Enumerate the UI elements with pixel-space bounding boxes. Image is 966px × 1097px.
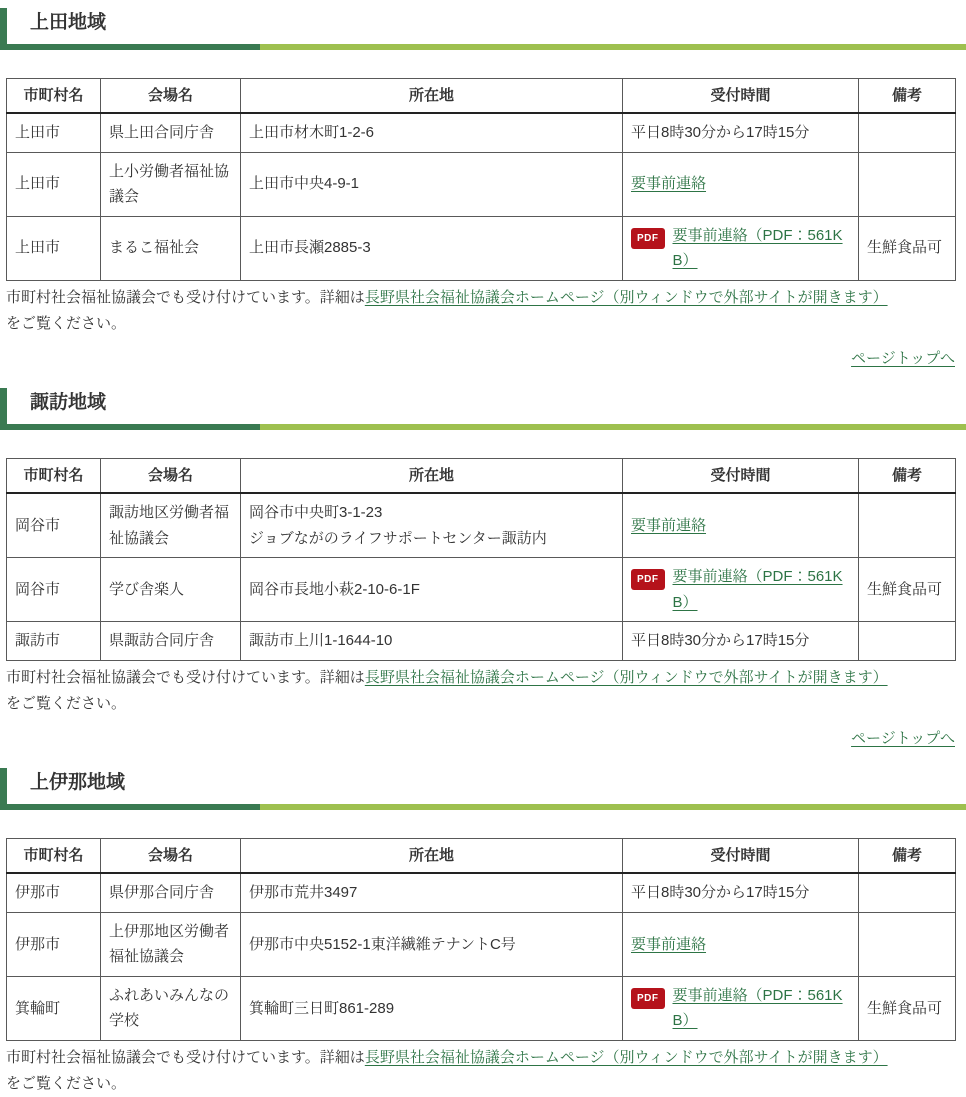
section-heading [0,388,966,430]
pdf-reception-link[interactable]: 要事前連絡（PDF：561KB） [672,226,843,270]
external-site-link[interactable]: 長野県社会福祉協議会ホームページ（別ウィンドウで外部サイトが開きます） [364,288,888,306]
cell-reception [623,493,859,558]
page-top [0,727,955,748]
section-heading [0,8,966,50]
column-header: 受付時間 [623,458,859,493]
column-header: 市町村名 [7,838,101,873]
cell-municipality: 上田市 [7,216,101,280]
column-header: 会場名 [101,458,241,493]
cell-reception [623,622,859,661]
column-header: 備考 [859,78,956,113]
cell-address [241,622,623,661]
cell-venue: 県諏訪合同庁舎 [101,622,241,661]
reception-text: 平日8時30分から17時15分 [631,124,810,142]
table-row [7,622,956,661]
cell-remarks [859,493,956,558]
pdf-reception [631,564,850,615]
note-suffix: をご覧ください。 [6,314,127,332]
underline-light-segment [260,44,966,50]
table-row [7,152,956,216]
address-line: 岡谷市中央町3-1-23 [249,504,383,522]
note [6,1045,955,1097]
cell-address [241,976,623,1040]
note-suffix: をご覧ください。 [6,1075,127,1093]
pdf-reception-link[interactable]: 要事前連絡（PDF：561KB） [672,986,843,1030]
column-header: 会場名 [101,78,241,113]
reception-link[interactable]: 要事前連絡 [631,935,707,953]
cell-reception [623,152,859,216]
address-line: 伊那市中央5152-1東洋繊維テナントC号 [249,935,516,953]
address-line: 上田市材木町1-2-6 [249,124,375,142]
cell-municipality: 岡谷市 [7,558,101,622]
header-row [7,78,956,113]
external-site-link[interactable]: 長野県社会福祉協議会ホームページ（別ウィンドウで外部サイトが開きます） [364,1048,888,1066]
cell-reception [623,873,859,912]
column-header: 所在地 [241,458,623,493]
section-heading-bar [0,768,966,804]
underline-dark-segment [0,44,260,50]
cell-remarks: 生鮮食品可 [859,976,956,1040]
table-row [7,976,956,1040]
column-header: 会場名 [101,838,241,873]
cell-venue: 学び舎楽人 [101,558,241,622]
reception-link[interactable]: 要事前連絡 [631,516,707,534]
venues-table [6,838,956,1041]
cell-municipality: 箕輪町 [7,976,101,1040]
cell-remarks: 生鮮食品可 [859,216,956,280]
cell-venue: 上伊那地区労働者福祉協議会 [101,912,241,976]
pdf-icon: PDF [631,228,665,249]
address-line: 上田市中央4-9-1 [249,175,360,193]
note [6,665,955,718]
column-header: 所在地 [241,838,623,873]
cell-municipality: 上田市 [7,152,101,216]
underline-light-segment [260,804,966,810]
cell-municipality: 岡谷市 [7,493,101,558]
region-section [0,388,966,748]
cell-remarks [859,873,956,912]
region-section [0,8,966,368]
table-row [7,113,956,152]
pdf-icon: PDF [631,988,665,1009]
column-header: 備考 [859,838,956,873]
note [6,285,955,338]
underline-dark-segment [0,804,260,810]
address-line: 岡谷市長地小萩2-10-6-1F [249,580,420,598]
underline-dark-segment [0,424,260,430]
cell-address [241,873,623,912]
column-header: 所在地 [241,78,623,113]
cell-venue: 諏訪地区労働者福祉協議会 [101,493,241,558]
region-section [0,768,966,1097]
cell-reception [623,976,859,1040]
table-row [7,558,956,622]
cell-remarks [859,912,956,976]
column-header: 市町村名 [7,458,101,493]
address-line: ジョブながのライフサポートセンター諏訪内 [249,529,547,547]
cell-municipality: 諏訪市 [7,622,101,661]
note-suffix: をご覧ください。 [6,694,127,712]
cell-venue: ふれあいみんなの学校 [101,976,241,1040]
address-line: 箕輪町三日町861-289 [249,999,395,1017]
column-header: 受付時間 [623,838,859,873]
address-line: 上田市長瀬2885-3 [249,239,371,257]
venues-table [6,78,956,281]
external-site-link[interactable]: 長野県社会福祉協議会ホームページ（別ウィンドウで外部サイトが開きます） [364,668,888,686]
section-title: 上田地域 [30,12,107,33]
column-header: 受付時間 [623,78,859,113]
table-row [7,912,956,976]
note-prefix: 市町村社会福祉協議会でも受け付けています。詳細は [6,288,365,306]
note-prefix: 市町村社会福祉協議会でも受け付けています。詳細は [6,668,365,686]
cell-municipality: 伊那市 [7,873,101,912]
note-prefix: 市町村社会福祉協議会でも受け付けています。詳細は [6,1048,365,1066]
page-top-link[interactable]: ページトップへ [851,350,955,368]
cell-reception [623,216,859,280]
cell-remarks [859,113,956,152]
section-title: 上伊那地域 [30,772,126,794]
cell-address [241,216,623,280]
section-title: 諏訪地域 [30,392,107,414]
address-line: 伊那市荒井3497 [249,884,358,902]
cell-reception [623,912,859,976]
underline-light-segment [260,424,966,430]
address-line: 諏訪市上川1-1644-10 [249,632,393,650]
cell-address [241,152,623,216]
venues-table [6,458,956,661]
reception-link[interactable]: 要事前連絡 [631,175,707,193]
section-heading [0,768,966,810]
cell-reception [623,558,859,622]
page-top-link[interactable]: ページトップへ [851,730,955,748]
cell-venue: まるこ福祉会 [101,216,241,280]
cell-venue: 県伊那合同庁舎 [101,873,241,912]
section-underline [0,44,966,50]
column-header: 市町村名 [7,78,101,113]
cell-remarks [859,622,956,661]
cell-venue: 上小労働者福祉協議会 [101,152,241,216]
cell-venue: 県上田合同庁舎 [101,113,241,152]
cell-remarks: 生鮮食品可 [859,558,956,622]
table-row [7,873,956,912]
reception-text: 平日8時30分から17時15分 [631,884,810,902]
pdf-reception [631,983,850,1034]
section-heading-bar [0,8,966,44]
column-header: 備考 [859,458,956,493]
table-row [7,493,956,558]
section-underline [0,424,966,430]
section-heading-bar [0,388,966,424]
reception-text: 平日8時30分から17時15分 [631,632,810,650]
page-content [0,8,966,1097]
page-top [0,347,955,368]
cell-remarks [859,152,956,216]
section-underline [0,804,966,810]
cell-municipality: 上田市 [7,113,101,152]
header-row [7,838,956,873]
pdf-icon: PDF [631,569,665,590]
pdf-reception [631,223,850,274]
cell-address [241,912,623,976]
cell-address [241,493,623,558]
cell-reception [623,113,859,152]
cell-address [241,558,623,622]
cell-address [241,113,623,152]
pdf-reception-link[interactable]: 要事前連絡（PDF：561KB） [672,568,843,611]
table-row [7,216,956,280]
cell-municipality: 伊那市 [7,912,101,976]
header-row [7,458,956,493]
